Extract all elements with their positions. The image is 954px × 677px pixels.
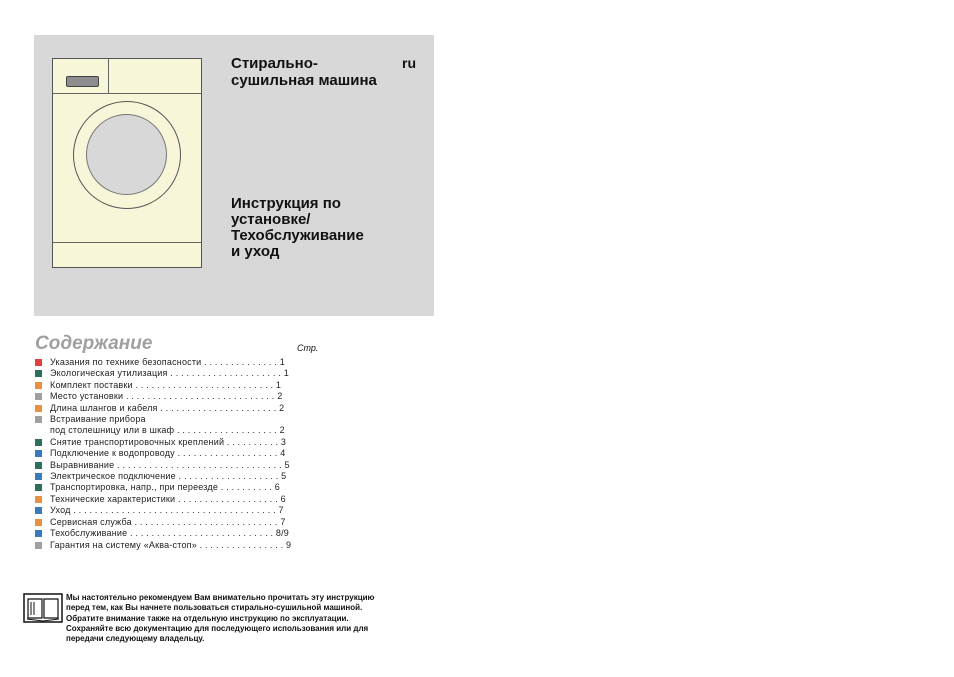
door-glass bbox=[86, 114, 167, 195]
toc-item bbox=[35, 414, 325, 437]
washing-machine-illustration bbox=[52, 58, 202, 268]
machine-base-line bbox=[53, 242, 201, 243]
note-line: Обратите внимание также на отдельную инструкцию по эксплуатации. bbox=[66, 613, 349, 623]
toc-bullet bbox=[35, 450, 42, 457]
toc-item-label: Снятие транспортировочных креплений . . . . . . . . . . 3 bbox=[50, 436, 287, 447]
subtitle-line: Инструкция по bbox=[231, 195, 341, 212]
cover-panel bbox=[34, 35, 434, 316]
subtitle-line: и уход bbox=[231, 243, 280, 260]
table-of-contents bbox=[35, 357, 325, 551]
toc-item-label: Место установки . . . . . . . . . . . . . . . . . . . . . . . . . . . . 2 bbox=[50, 391, 283, 402]
door-ring bbox=[73, 101, 181, 209]
toc-bullet bbox=[35, 530, 42, 537]
book-icon bbox=[23, 593, 63, 623]
toc-bullet bbox=[35, 473, 42, 480]
note-line: передачи следующему владельцу. bbox=[66, 634, 205, 644]
toc-bullet bbox=[35, 382, 42, 389]
toc-item-label: Выравнивание . . . . . . . . . . . . . . . . . . . . . . . . . . . . . . . 5 bbox=[50, 459, 290, 470]
toc-item bbox=[35, 380, 325, 391]
toc-bullet bbox=[35, 393, 42, 400]
toc-item bbox=[35, 517, 325, 528]
page-column-label: Стр. bbox=[297, 343, 319, 353]
toc-item-label: Комплект поставки . . . . . . . . . . . . . . . . . . . . . . . . . . 1 bbox=[50, 379, 282, 390]
toc-item bbox=[35, 448, 325, 459]
toc-item bbox=[35, 391, 325, 402]
note-line: Мы настоятельно рекомендуем Вам внимательно прочитать эту инструкцию bbox=[66, 593, 375, 602]
toc-bullet bbox=[35, 462, 42, 469]
detergent-drawer bbox=[66, 76, 99, 87]
toc-bullet bbox=[35, 439, 42, 446]
toc-item bbox=[35, 368, 325, 379]
toc-item-label: Транспортировка, напр., при переезде . . . . . . . . . . 6 bbox=[50, 482, 281, 493]
panel-divider bbox=[108, 59, 109, 93]
toc-item-label: Гарантия на систему «Аква-стоп» . . . . . . . . . . . . . . . . 9 bbox=[50, 539, 292, 550]
toc-bullet bbox=[35, 405, 42, 412]
reading-recommendation bbox=[66, 593, 426, 644]
toc-bullet bbox=[35, 496, 42, 503]
title-line: Стирально- bbox=[231, 55, 318, 72]
toc-item-label: Встраивание прибора bbox=[50, 414, 146, 425]
toc-item bbox=[35, 482, 325, 493]
toc-item bbox=[35, 540, 325, 551]
toc-bullet bbox=[35, 484, 42, 491]
toc-item-label: Сервисная служба . . . . . . . . . . . . . . . . . . . . . . . . . . . 7 bbox=[50, 516, 286, 527]
toc-item-label: Экологическая утилизация . . . . . . . . . . . . . . . . . . . . . 1 bbox=[50, 368, 289, 379]
toc-item bbox=[35, 505, 325, 516]
product-title bbox=[231, 55, 377, 89]
toc-item-label: Подключение к водопроводу . . . . . . . . . . . . . . . . . . . 4 bbox=[50, 448, 286, 459]
toc-item-label: Технические характеристики . . . . . . . . . . . . . . . . . . . 6 bbox=[50, 493, 286, 504]
toc-heading: Содержание bbox=[35, 333, 153, 354]
note-line: перед тем, как Вы начнете пользоваться стирально-сушильной машиной. bbox=[66, 603, 363, 613]
toc-item-label-cont: под столешницу или в шкаф . . . . . . . . . . . . . . . . . . . 2 bbox=[50, 425, 285, 436]
toc-item bbox=[35, 460, 325, 471]
document-subtitle bbox=[231, 196, 364, 260]
toc-bullet bbox=[35, 370, 42, 377]
toc-item bbox=[35, 403, 325, 414]
toc-item-label: Электрическое подключение . . . . . . . . . . . . . . . . . . . 5 bbox=[50, 471, 287, 482]
toc-item bbox=[35, 437, 325, 448]
toc-bullet bbox=[35, 416, 42, 423]
subtitle-line: установке/ bbox=[231, 211, 311, 228]
toc-item-label: Длина шлангов и кабеля . . . . . . . . . . . . . . . . . . . . . . 2 bbox=[50, 402, 285, 413]
toc-item bbox=[35, 357, 325, 368]
toc-item-label: Уход . . . . . . . . . . . . . . . . . . . . . . . . . . . . . . . . . . . . . . 7 bbox=[50, 505, 284, 516]
toc-item-label: Указания по технике безопасности . . . . . . . . . . . . . . 1 bbox=[50, 357, 285, 367]
toc-item bbox=[35, 471, 325, 482]
toc-item bbox=[35, 528, 325, 539]
note-line: Сохраняйте всю документацию для последующего использования или для bbox=[66, 623, 369, 633]
toc-bullet bbox=[35, 359, 42, 366]
subtitle-line: Техобслуживание bbox=[231, 227, 364, 244]
toc-bullet bbox=[35, 519, 42, 526]
title-line: сушильная машина bbox=[231, 72, 377, 89]
toc-bullet bbox=[35, 542, 42, 549]
toc-bullet bbox=[35, 507, 42, 514]
language-code: ru bbox=[402, 55, 416, 71]
toc-item bbox=[35, 494, 325, 505]
toc-item-label: Техобслуживание . . . . . . . . . . . . . . . . . . . . . . . . . . . 8/9 bbox=[50, 528, 289, 539]
